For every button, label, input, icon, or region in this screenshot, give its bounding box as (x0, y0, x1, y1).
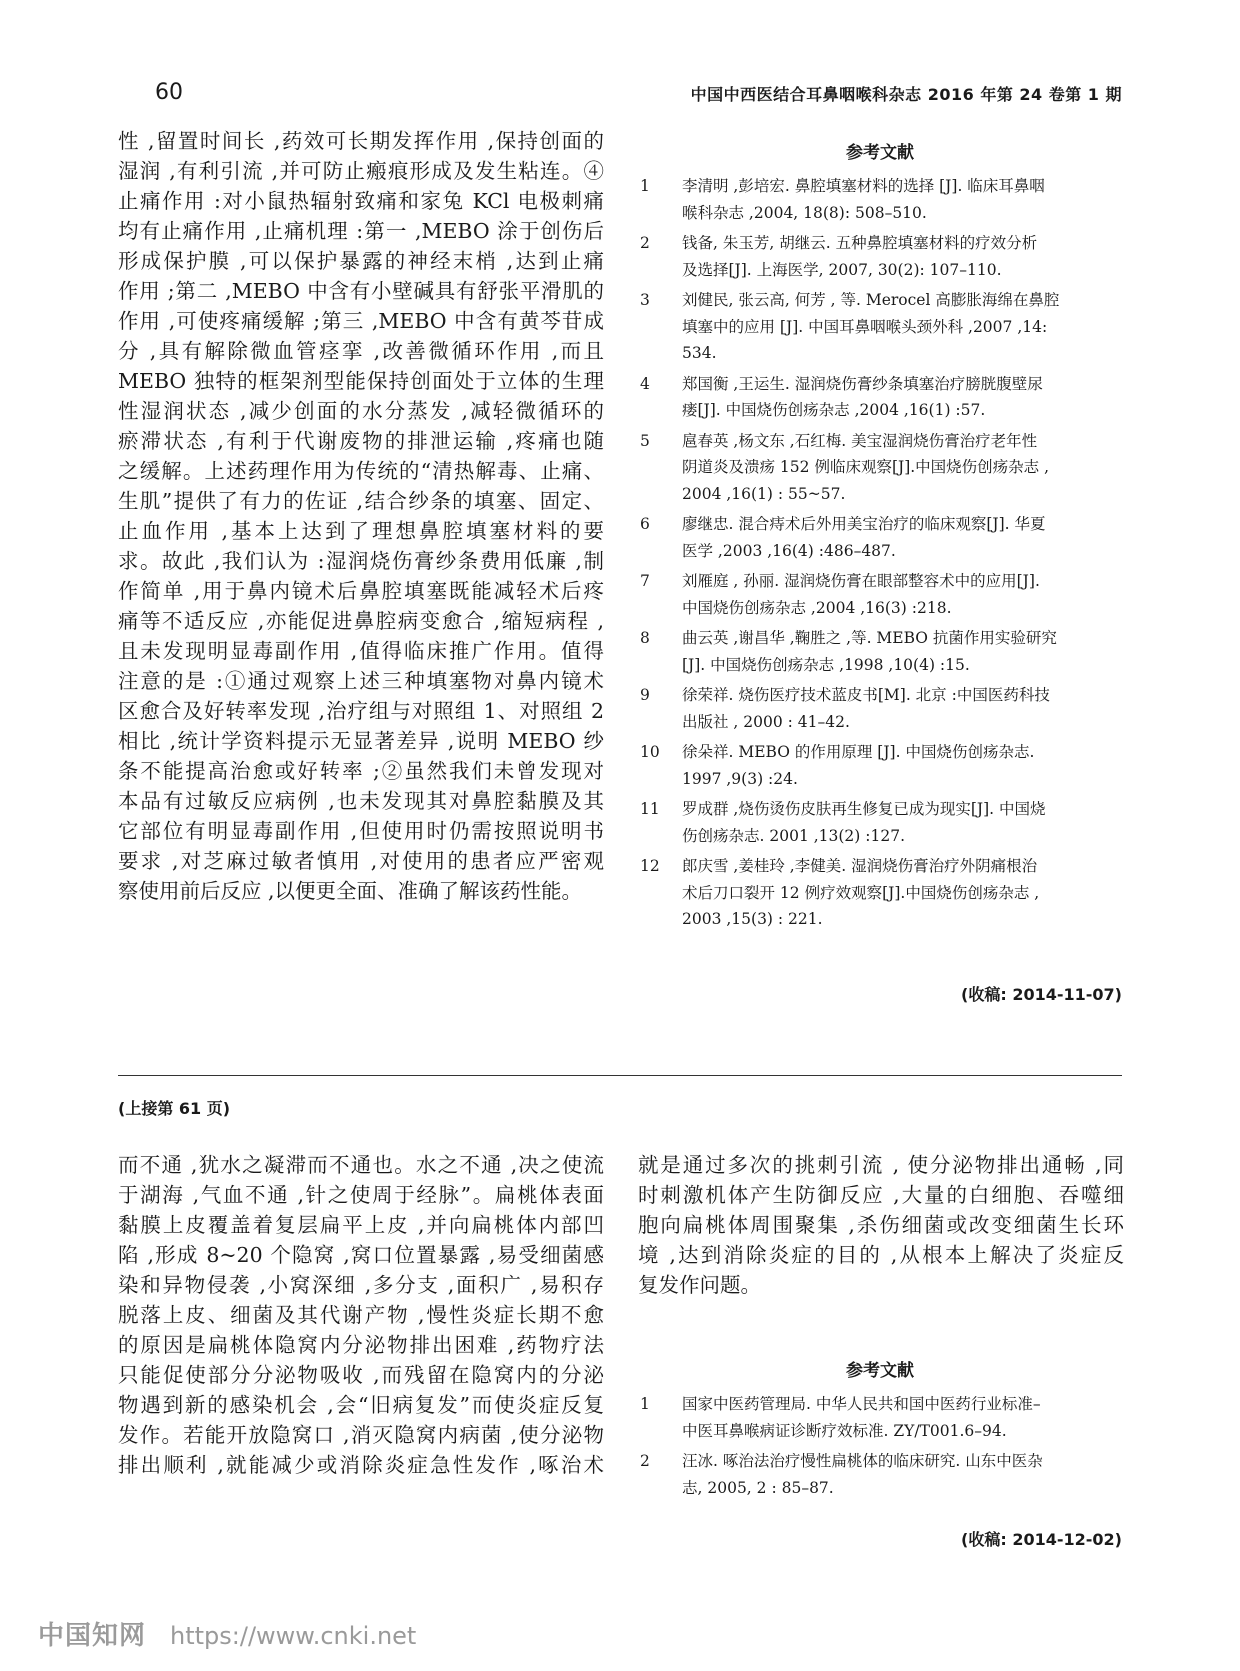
received-date: (收稿: 2014-11-07) (961, 985, 1122, 1004)
text-line: 境 ,达到消除炎症的目的 ,从根本上解决了炎症反 (638, 1243, 1124, 1267)
reference-line: 阴道炎及溃疡 152 例临床观察[J].中国烧伤创疡杂志 , (682, 458, 1050, 476)
reference-text (682, 853, 1120, 933)
reference-line: 填塞中的应用 [J]. 中国耳鼻咽喉头颈外科 ,2007 ,14: (682, 317, 1048, 336)
text-line: 形成保护膜 ,可以保护暴露的神经末梢 ,达到止痛 (118, 249, 604, 273)
text-line: 性 ,留置时间长 ,药效可长期发挥作用 ,保持创面的 (118, 129, 604, 153)
text-line: 作用 ;第二 ,MEBO 中含有小壁碱具有舒张平滑肌的 (118, 279, 604, 303)
reference-line: 徐朵祥. MEBO 的作用原理 [J]. 中国烧伤创疡杂志. (682, 743, 1035, 761)
reference-line: 志, 2005, 2 : 85–87. (682, 1478, 834, 1497)
reference-line: 廖继忠. 混合痔术后外用美宝治疗的临床观察[J]. 华夏 (682, 515, 1046, 533)
text-line: 作用 ,可使疼痛缓解 ;第三 ,MEBO 中含有黄芩苷成 (118, 309, 604, 333)
reference-item (640, 853, 1120, 933)
reference-line: 郎庆雪 ,姜桂玲 ,李健美. 湿润烧伤膏治疗外阴痛根治 (682, 857, 1038, 875)
cnki-watermark (38, 1615, 416, 1652)
text-line: 它部位有明显毒副作用 ,但使用时仍需按照说明书 (118, 819, 604, 843)
text-line: 黏膜上皮覆盖着复层扁平上皮 ,并向扁桃体内部凹 (118, 1213, 604, 1237)
reference-line: 2004 ,16(1) : 55~57. (682, 484, 846, 503)
reference-text (682, 428, 1120, 508)
reference-line: 534. (682, 344, 717, 362)
reference-line: 医学 ,2003 ,16(4) :486–487. (682, 541, 896, 560)
cnki-brand: 中国知网 (38, 1621, 147, 1651)
reference-text (682, 1391, 1120, 1444)
text-line: 痛等不适反应 ,亦能促进鼻腔病变愈合 ,缩短病程 , (118, 609, 604, 633)
reference-line: 喉科杂志 ,2004, 18(8): 508–510. (682, 203, 927, 222)
text-line: 分 ,具有解除微血管痉挛 ,改善微循环作用 ,而且 (118, 339, 604, 363)
reference-item (640, 287, 1120, 367)
reference-line: [J]. 中国烧伤创疡杂志 ,1998 ,10(4) :15. (682, 655, 970, 674)
cnki-url-link[interactable]: https://www.cnki.net (170, 1622, 417, 1650)
text-line: 止痛作用 :对小鼠热辐射致痛和家兔 KCl 电极刺痛 (118, 189, 604, 213)
reference-line: 国家中医药管理局. 中华人民共和国中医药行业标准– (682, 1395, 1041, 1413)
text-line: 相比 ,统计学资料提示无显著差异 ,说明 MEBO 纱 (118, 729, 604, 753)
text-line: 区愈合及好转率发现 ,治疗组与对照组 1、对照组 2 (118, 699, 604, 723)
reference-line: 伤创疡杂志. 2001 ,13(2) :127. (682, 826, 905, 845)
reference-text (682, 371, 1120, 424)
reference-item (640, 1448, 1120, 1501)
received-date: (收稿: 2014-12-02) (961, 1530, 1122, 1549)
text-line: 生肌”提供了有力的佐证 ,结合纱条的填塞、固定、 (118, 489, 604, 513)
text-line: 注意的是 :①通过观察上述三种填塞物对鼻内镜术 (118, 669, 604, 693)
reference-text (682, 230, 1120, 283)
text-line: 时刺激机体产生防御反应 ,大量的白细胞、吞噬细 (638, 1183, 1124, 1207)
reference-line: 中国烧伤创疡杂志 ,2004 ,16(3) :218. (682, 598, 952, 617)
reference-number: 5 (640, 431, 650, 450)
reference-item (640, 568, 1120, 621)
reference-line: 刘健民, 张云高, 何芳 , 等. Merocel 高膨胀海绵在鼻腔 (682, 291, 1060, 309)
reference-number: 1 (640, 177, 650, 195)
reference-line: 钱备, 朱玉芳, 胡继云. 五种鼻腔填塞材料的疗效分析 (682, 234, 1038, 252)
reference-item (640, 1391, 1120, 1444)
text-line: 染和异物侵袭 ,小窝深细 ,多分支 ,面积广 ,易积存 (118, 1273, 604, 1297)
body-text-left-top (118, 126, 604, 906)
reference-number: 9 (640, 686, 650, 704)
reference-text (682, 511, 1120, 564)
text-line: 性湿润状态 ,减少创面的水分蒸发 ,减轻微循环的 (118, 399, 604, 423)
reference-text (682, 796, 1120, 849)
text-line: 只能促使部分分泌物吸收 ,而残留在隐窝内的分泌 (118, 1363, 604, 1387)
reference-line: 刘雁庭 , 孙丽. 湿润烧伤膏在眼部整容术中的应用[J]. (682, 572, 1040, 590)
reference-text (682, 682, 1120, 735)
reference-number: 11 (640, 800, 660, 818)
text-line: 作简单 ,用于鼻内镜术后鼻腔填塞既能减轻术后疼 (118, 579, 604, 603)
text-line: 之缓解。上述药理作用为传统的“清热解毒、止痛、 (118, 459, 604, 483)
text-line: 的原因是扁桃体隐窝内分泌物排出困难 ,药物疗法 (118, 1333, 604, 1357)
text-line: 就是通过多次的挑刺引流 , 使分泌物排出通畅 ,同 (638, 1153, 1124, 1177)
reference-text (682, 739, 1120, 792)
text-line: 胞向扁桃体周围聚集 ,杀伤细菌或改变细菌生长环 (638, 1213, 1124, 1237)
references-title: 参考文献 (846, 1361, 914, 1381)
reference-item (640, 511, 1120, 564)
reference-text (682, 173, 1120, 226)
reference-number: 1 (640, 1395, 650, 1413)
text-line: 瘀滞状态 ,有利于代谢废物的排泄运输 ,疼痛也随 (118, 429, 604, 453)
text-line: 察使用前后反应 ,以便更全面、准确了解该药性能。 (118, 879, 583, 903)
continued-note: (上接第 61 页) (118, 1099, 231, 1118)
references-section-2 (640, 1356, 1120, 1505)
reference-number: 8 (640, 629, 650, 647)
reference-item (640, 625, 1120, 678)
reference-line: 2003 ,15(3) : 221. (682, 910, 823, 928)
text-line: 要求 ,对芝麻过敏者慎用 ,对使用的患者应严密观 (118, 849, 604, 873)
reference-line: 1997 ,9(3) :24. (682, 769, 798, 788)
reference-number: 3 (640, 291, 650, 309)
reference-number: 4 (640, 374, 650, 393)
reference-item (640, 428, 1120, 508)
reference-item (640, 796, 1120, 849)
reference-text (682, 287, 1120, 367)
reference-line: 术后刀口裂开 12 例疗效观察[J].中国烧伤创疡杂志 , (682, 883, 1040, 902)
text-line: 复发作问题。 (638, 1273, 761, 1297)
text-line: 湿润 ,有利引流 ,并可防止瘢痕形成及发生粘连。④ (118, 159, 604, 183)
references-title: 参考文献 (846, 143, 914, 163)
body-text-left-bottom (118, 1150, 604, 1480)
reference-line: 罗成群 ,烧伤烫伤皮肤再生修复已成为现实[J]. 中国烧 (682, 800, 1046, 818)
text-line: 均有止痛作用 ,止痛机理 :第一 ,MEBO 涂于创伤后 (118, 219, 604, 243)
text-line: 脱落上皮、细菌及其代谢产物 ,慢性炎症长期不愈 (118, 1303, 604, 1327)
reference-item (640, 739, 1120, 792)
text-line: MEBO 独特的框架剂型能保持创面处于立体的生理 (118, 369, 604, 393)
reference-number: 6 (640, 515, 650, 533)
reference-line: 扈春英 ,杨文东 ,石红梅. 美宝湿润烧伤膏治疗老年性 (682, 431, 1038, 450)
reference-text (682, 568, 1120, 621)
reference-number: 2 (640, 1452, 650, 1470)
text-line: 止血作用 ,基本上达到了理想鼻腔填塞材料的要 (118, 519, 604, 543)
reference-line: 郑国衡 ,王运生. 湿润烧伤膏纱条填塞治疗膀胱腹壁尿 (682, 374, 1043, 393)
reference-item (640, 682, 1120, 735)
text-line: 发作。若能开放隐窝口 ,消灭隐窝内病菌 ,使分泌物 (118, 1423, 604, 1447)
text-line: 陷 ,形成 8~20 个隐窝 ,窝口位置暴露 ,易受细菌感 (118, 1243, 604, 1267)
reference-number: 2 (640, 234, 650, 252)
reference-item (640, 230, 1120, 283)
reference-text (682, 1448, 1120, 1501)
reference-number: 10 (640, 743, 660, 761)
text-line: 物遇到新的感染机会 ,会“旧病复发”而使炎症反复 (118, 1393, 604, 1417)
text-line: 且未发现明显毒副作用 ,值得临床推广作用。值得 (118, 639, 604, 663)
text-line: 本品有过敏反应病例 ,也未发现其对鼻腔黏膜及其 (118, 789, 604, 813)
references-list (640, 1391, 1120, 1501)
journal-header: 中国中西医结合耳鼻咽喉科杂志 2016 年第 24 卷第 1 期 (690, 85, 1122, 104)
reference-item (640, 173, 1120, 226)
body-text-right-bottom (638, 1150, 1124, 1300)
reference-line: 出版社 , 2000 : 41–42. (682, 712, 850, 731)
references-list (640, 173, 1120, 933)
page-number: 60 (155, 80, 183, 105)
text-line: 求。故此 ,我们认为 :湿润烧伤膏纱条费用低廉 ,制 (118, 549, 604, 573)
reference-number: 12 (640, 857, 660, 875)
section-divider (118, 1075, 1122, 1076)
reference-line: 徐荣祥. 烧伤医疗技术蓝皮书[M]. 北京 :中国医药科技 (682, 686, 1050, 704)
references-section-1 (640, 138, 1120, 937)
reference-item (640, 371, 1120, 424)
reference-line: 瘘[J]. 中国烧伤创疡杂志 ,2004 ,16(1) :57. (682, 401, 986, 419)
text-line: 而不通 ,犹水之凝滞而不通也。水之不通 ,决之使流 (118, 1153, 604, 1177)
reference-line: 曲云英 ,谢昌华 ,鞠胜之 ,等. MEBO 抗菌作用实验研究 (682, 629, 1057, 647)
reference-line: 及选择[J]. 上海医学, 2007, 30(2): 107–110. (682, 260, 1002, 279)
reference-line: 中医耳鼻喉病证诊断疗效标准. ZY/T001.6–94. (682, 1421, 1007, 1440)
text-line: 排出顺利 ,就能减少或消除炎症急性发作 ,啄治术 (118, 1453, 604, 1477)
reference-line: 李清明 ,彭培宏. 鼻腔填塞材料的选择 [J]. 临床耳鼻咽 (682, 177, 1045, 195)
reference-line: 汪冰. 啄治法治疗慢性扁桃体的临床研究. 山东中医杂 (682, 1452, 1043, 1470)
text-line: 条不能提高治愈或好转率 ;②虽然我们未曾发现对 (118, 759, 604, 783)
reference-number: 7 (640, 572, 650, 590)
reference-text (682, 625, 1120, 678)
text-line: 于湖海 ,气血不通 ,针之使周于经脉”。扁桃体表面 (118, 1183, 604, 1207)
